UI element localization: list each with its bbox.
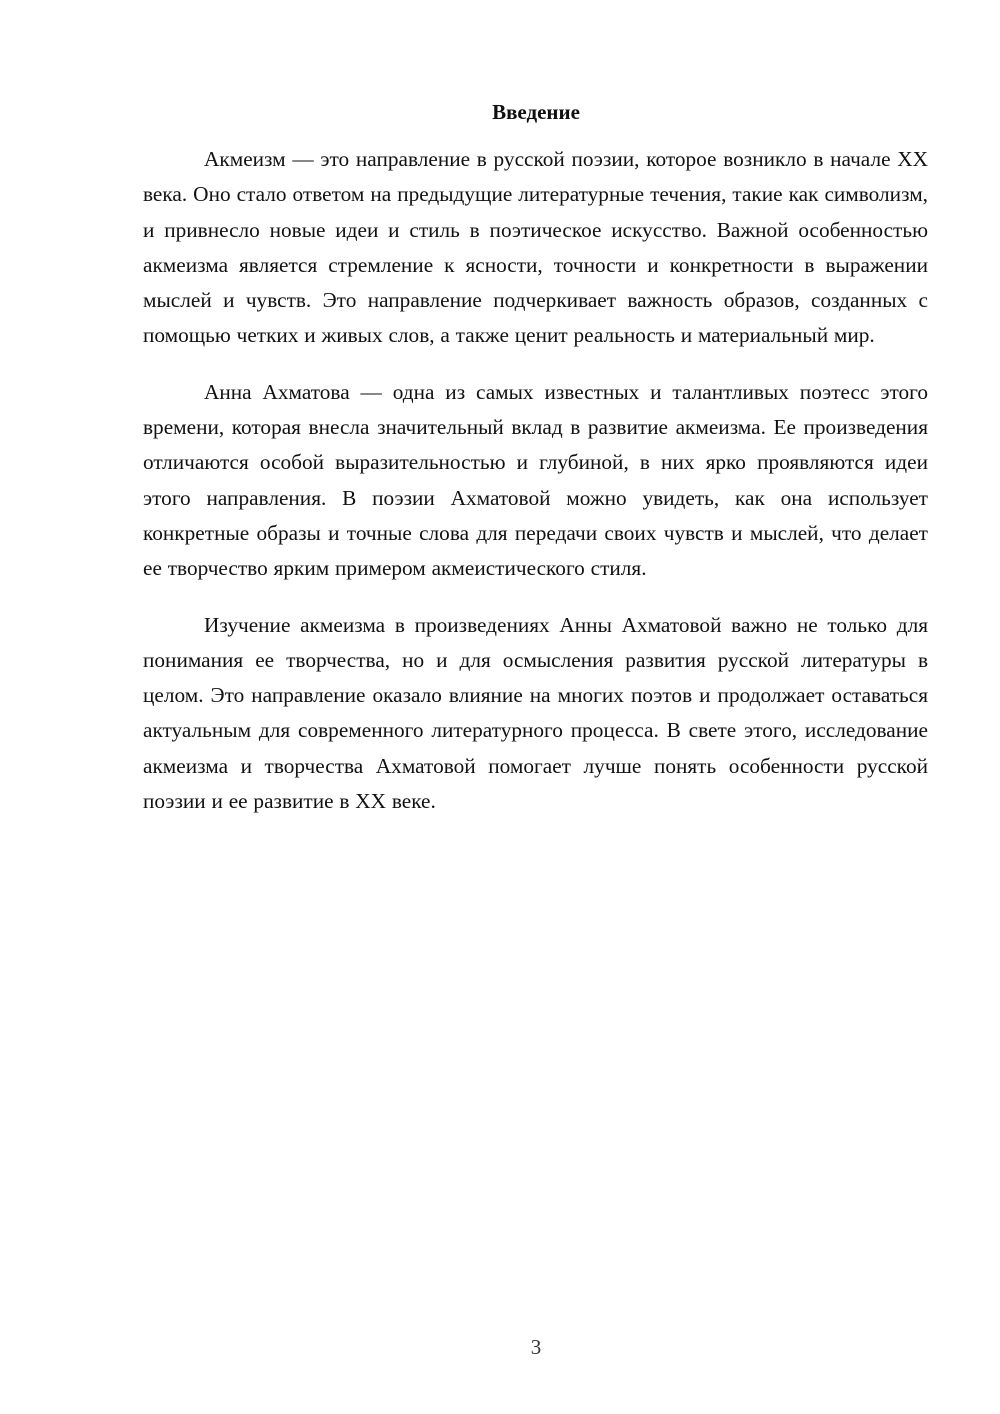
body-text bbox=[143, 142, 928, 840]
paragraph-2: Анна Ахматова — одна из самых известных и талантливых поэтесс этого времени, которая внесла значительный вклад в развитие акмеизма. Ее произведения отличаются особой выразительностью и глубиной, в них ярко проявляются идеи этого направления. В поэзии Ахматовой можно увидеть, как она использует конкретные образы и точные слова для передачи своих чувств и мыслей, что делает ее творчество ярким примером акмеистического стиля. bbox=[143, 379, 928, 581]
page-number: 3 bbox=[530, 1335, 542, 1359]
paragraph-1: Акмеизм — это направление в русской поэзии, которое возникло в начале XX века. Оно стало ответом на предыдущие литературные течения, такие как символизм, и привнесло новые идеи и стиль в поэтическое искусство. Важной особенностью акмеизма является стремление к ясности, точности и конкретности в выражении мыслей и чувств. Это направление подчеркивает важность образов, созданных с помощью четких и живых слов, а также ценит реальность и материальный мир. bbox=[143, 147, 928, 348]
section-title: Введение bbox=[492, 100, 580, 124]
paragraph-3: Изучение акмеизма в произведениях Анны Ахматовой важно не только для понимания ее творчества, но и для осмысления развития русской литературы в целом. Это направление оказало влияние на многих поэтов и продолжает оставаться актуальным для современного литературного процесса. В свете этого, исследование акмеизма и творчества Ахматовой помогает лучше понять особенности русской поэзии и ее развитие в XX веке. bbox=[143, 612, 928, 814]
